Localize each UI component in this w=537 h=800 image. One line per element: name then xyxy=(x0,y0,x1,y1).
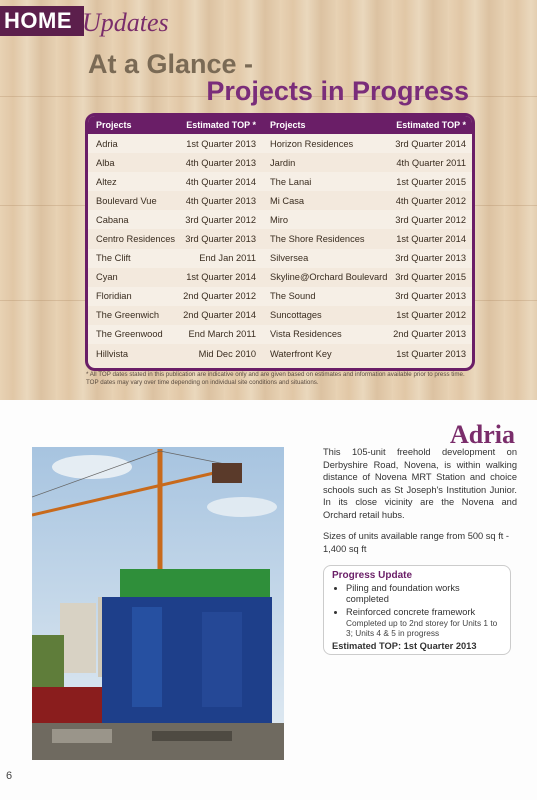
estimated-top-value: 3rd Quarter 2015 xyxy=(395,272,466,283)
projects-table xyxy=(85,113,475,371)
header-estimated-top: Estimated TOP * xyxy=(186,120,256,130)
estimated-top-value: 2nd Quarter 2013 xyxy=(393,329,466,340)
estimated-top-value: End Jan 2011 xyxy=(199,253,256,264)
headline-at-a-glance: At a Glance - xyxy=(88,49,254,79)
project-name: Jardin xyxy=(270,157,296,168)
header-projects: Projects xyxy=(270,120,306,130)
table-row xyxy=(88,344,472,363)
estimated-top-value: 4th Quarter 2013 xyxy=(185,195,256,206)
project-name: The Shore Residences xyxy=(270,234,365,245)
estimated-top-value: 4th Quarter 2011 xyxy=(396,157,466,168)
project-title: Adria xyxy=(450,420,515,449)
table-row xyxy=(88,172,472,191)
estimated-top-value: 3rd Quarter 2014 xyxy=(395,138,466,149)
project-name: Mi Casa xyxy=(270,195,305,206)
headline-projects-in-progress: Projects in Progress xyxy=(206,76,469,106)
project-name: Alba xyxy=(96,157,115,168)
progress-title: Progress Update xyxy=(332,570,413,581)
header-projects: Projects xyxy=(96,120,132,130)
footnote: * All TOP dates stated in this publication are indicative only and are given based on estimates and information available prior to press time. TOP dates may vary over time depending on individual site conditions and situations. xyxy=(86,371,465,386)
estimated-top-value: 2nd Quarter 2012 xyxy=(183,291,256,302)
table-row xyxy=(88,191,472,210)
progress-update-box xyxy=(323,565,511,655)
project-name: Skyline@Orchard Boulevard xyxy=(270,272,388,283)
construction-site-photo xyxy=(32,447,284,760)
estimated-top-value: 3rd Quarter 2012 xyxy=(395,214,466,225)
table-row xyxy=(88,325,472,344)
table-row xyxy=(88,134,472,153)
estimated-top-value: 1st Quarter 2015 xyxy=(396,176,466,187)
table-row xyxy=(88,287,472,306)
project-description: This 105-unit freehold development on Derbyshire Road, Novena, is within walking distance of Novena MRT Station and choice schools such as St Joseph's Institution Junior. In its close vicinity are the Novena and Orchard retail hubs. xyxy=(323,447,517,520)
logo-updates: Updates xyxy=(82,8,169,37)
table-row xyxy=(88,153,472,172)
table-row xyxy=(88,268,472,287)
project-name: Cabana xyxy=(96,214,129,225)
project-name: Altez xyxy=(96,176,117,187)
table-row xyxy=(88,210,472,229)
project-name: The Greenwood xyxy=(96,329,163,340)
unit-sizes: Sizes of units available range from 500 sq ft - 1,400 sq ft xyxy=(323,531,510,554)
estimated-top-value: 1st Quarter 2014 xyxy=(186,272,256,283)
logo-home: HOME xyxy=(0,6,84,36)
estimated-top-value: End March 2011 xyxy=(188,329,256,340)
estimated-top-value: 3rd Quarter 2012 xyxy=(185,214,256,225)
project-name: Boulevard Vue xyxy=(96,195,157,206)
project-name: The Lanai xyxy=(270,176,312,187)
project-name: Vista Residences xyxy=(270,329,342,340)
project-name: Miro xyxy=(270,214,289,225)
project-name: Waterfront Key xyxy=(270,348,332,359)
estimated-top: Estimated TOP: 1st Quarter 2013 xyxy=(332,641,477,651)
home-updates-logo xyxy=(0,6,176,40)
estimated-top-value: 3rd Quarter 2013 xyxy=(395,291,466,302)
project-name: The Sound xyxy=(270,291,316,302)
project-name: Hillvista xyxy=(96,348,129,359)
table-row xyxy=(88,249,472,268)
project-name: Centro Residences xyxy=(96,234,176,245)
table-header xyxy=(88,116,472,134)
estimated-top-value: Mid Dec 2010 xyxy=(198,348,256,359)
project-name: Cyan xyxy=(96,272,118,283)
progress-item-detail: Completed up to 2nd storey for Units 1 to 3; Units 4 & 5 in progress xyxy=(346,618,498,638)
progress-item xyxy=(346,607,502,638)
project-name: Floridian xyxy=(96,291,132,302)
estimated-top-value: 4th Quarter 2014 xyxy=(185,176,256,187)
page-number: 6 xyxy=(6,770,13,782)
table-body xyxy=(88,134,472,363)
project-name: The Greenwich xyxy=(96,310,160,321)
project-name: Horizon Residences xyxy=(270,138,354,149)
project-name: The Clift xyxy=(96,253,131,264)
table-row xyxy=(88,306,472,325)
progress-item: • Piling and foundation works completed xyxy=(346,583,502,605)
project-name: Suncottages xyxy=(270,310,322,321)
estimated-top-value: 4th Quarter 2013 xyxy=(185,157,256,168)
estimated-top-value: 3rd Quarter 2013 xyxy=(395,253,466,264)
estimated-top-value: 1st Quarter 2014 xyxy=(396,234,466,245)
header-estimated-top: Estimated TOP * xyxy=(396,120,466,130)
progress-item-label: Reinforced concrete framework xyxy=(346,607,476,617)
project-name: Adria xyxy=(96,138,118,149)
estimated-top-value: 2nd Quarter 2014 xyxy=(183,310,256,321)
table-row xyxy=(88,229,472,248)
estimated-top-value: 3rd Quarter 2013 xyxy=(185,234,256,245)
estimated-top-value: 4th Quarter 2012 xyxy=(395,195,466,206)
estimated-top-value: 1st Quarter 2013 xyxy=(186,138,256,149)
estimated-top-value: 1st Quarter 2012 xyxy=(396,310,466,321)
project-name: Silversea xyxy=(270,253,309,264)
estimated-top-value: 1st Quarter 2013 xyxy=(396,348,466,359)
progress-list xyxy=(332,583,502,638)
